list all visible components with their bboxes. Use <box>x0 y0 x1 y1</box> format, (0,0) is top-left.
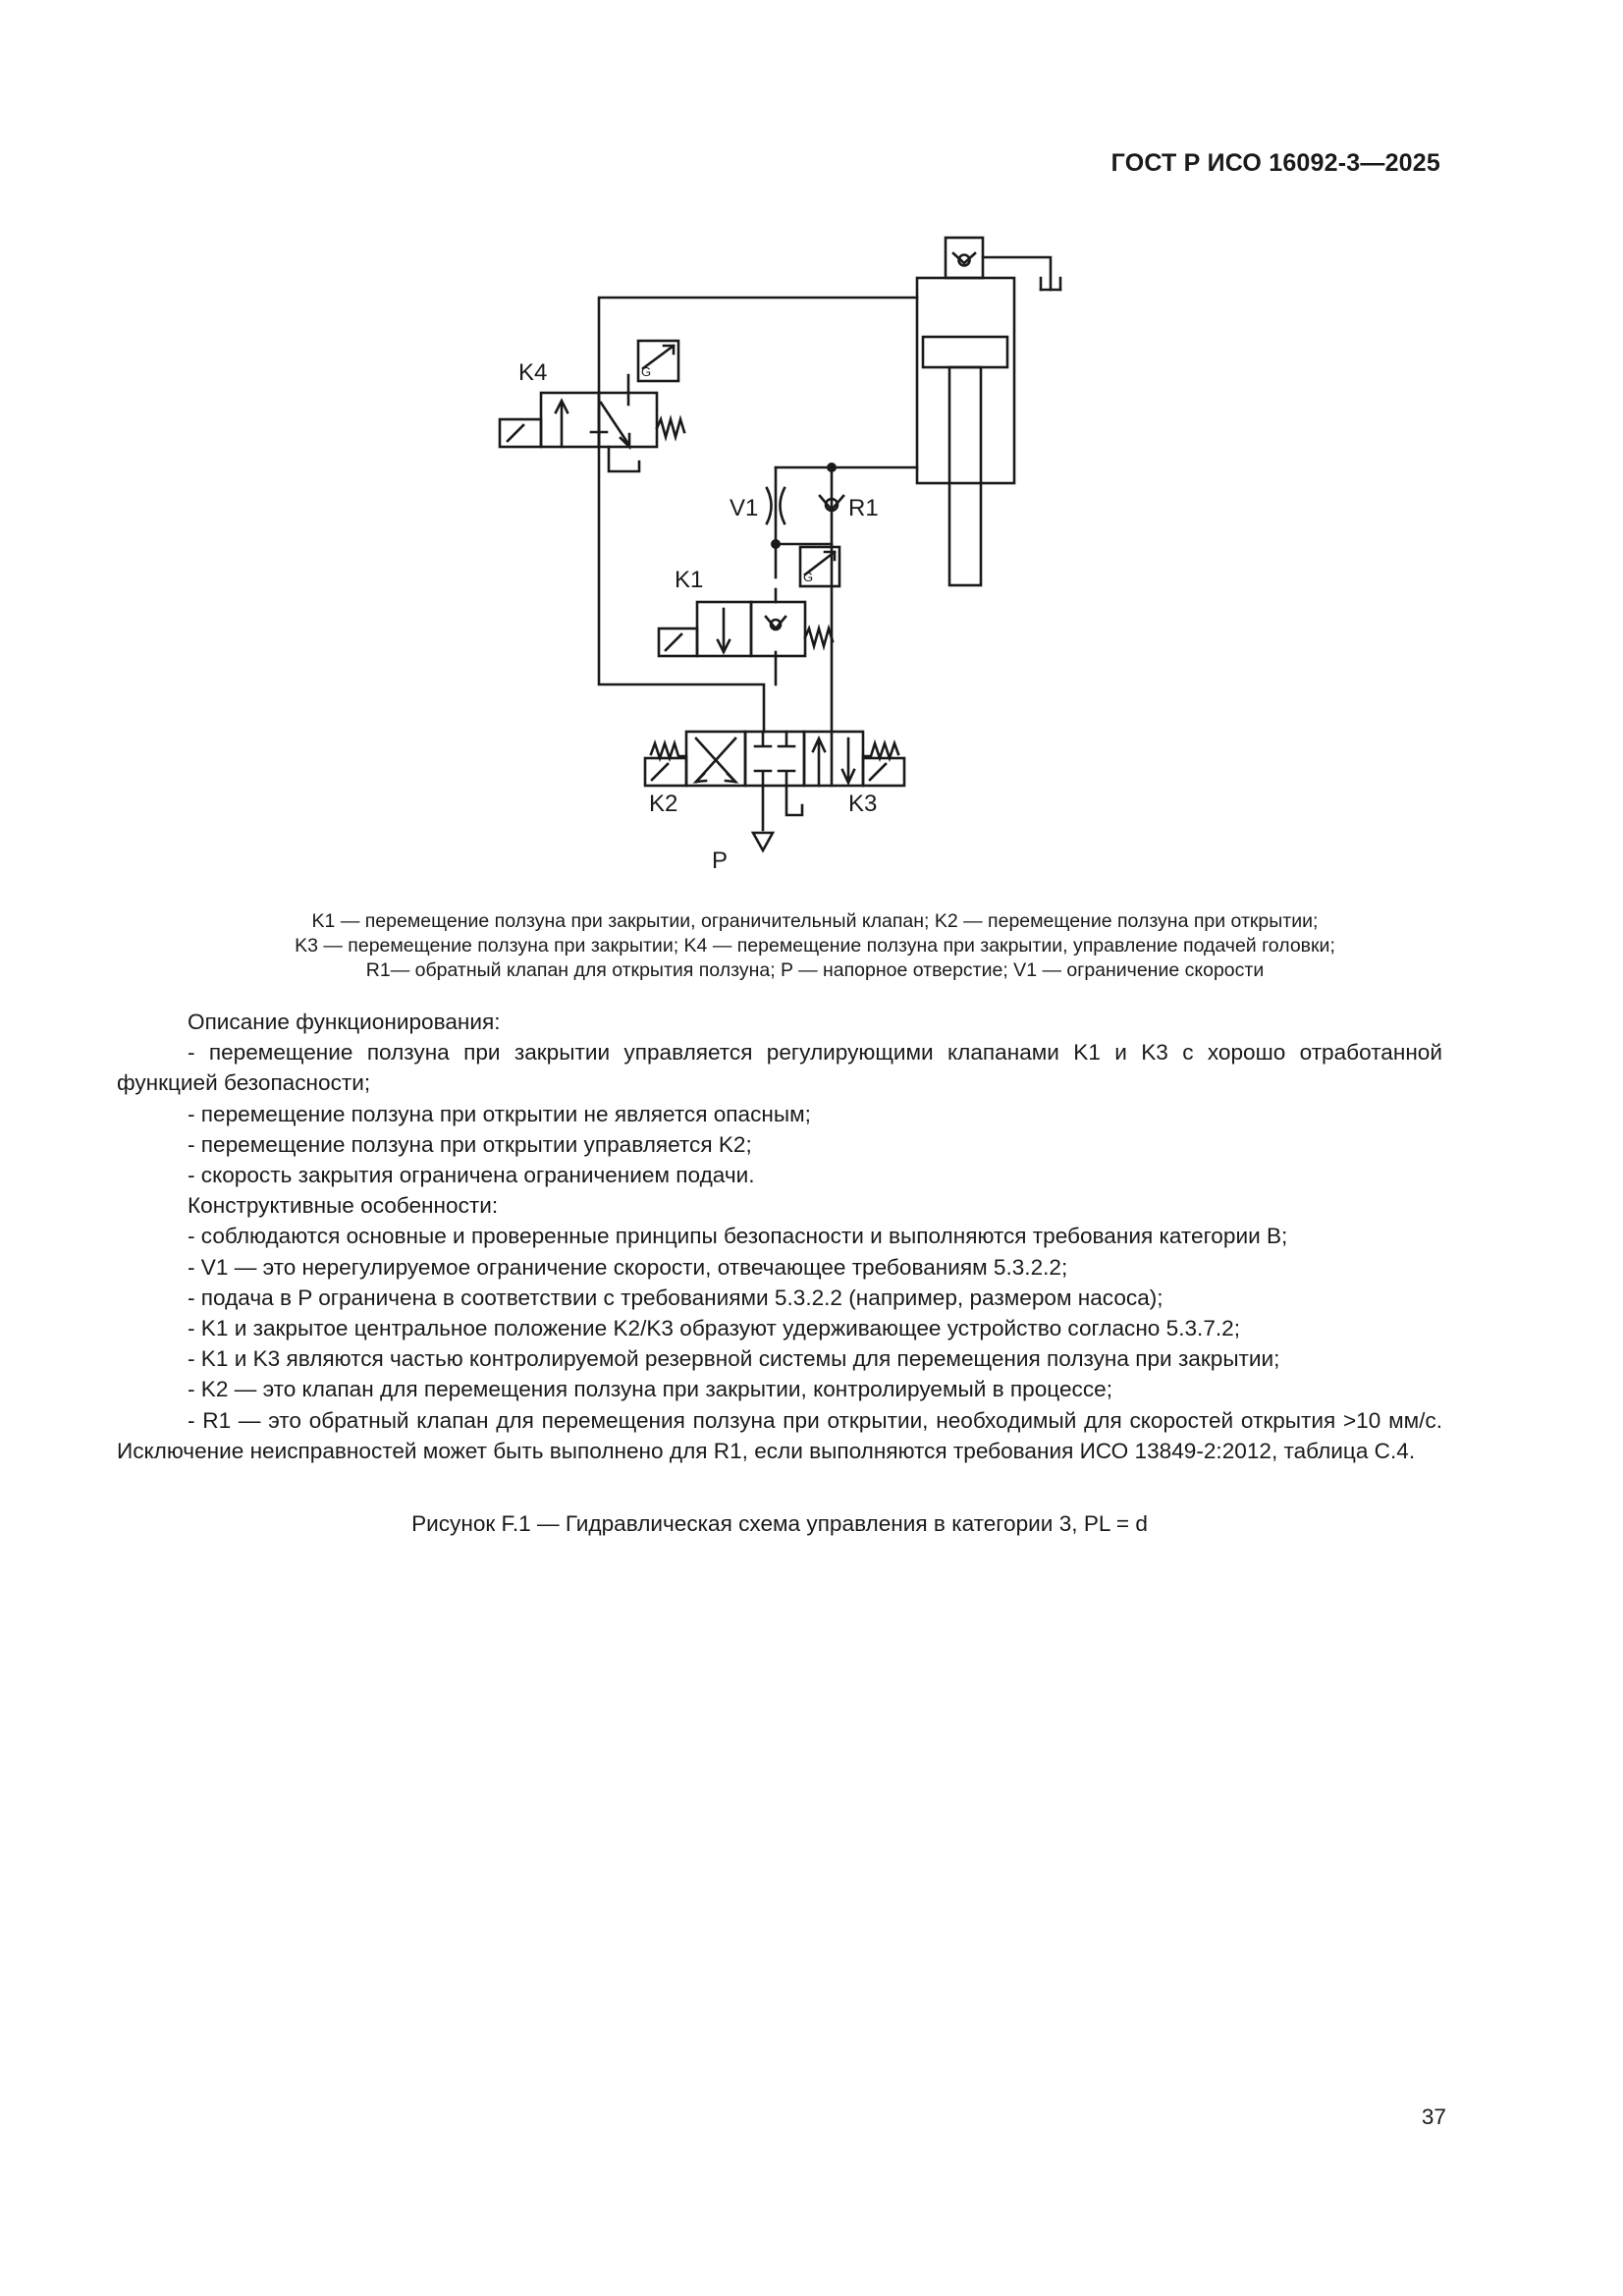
label-r1: R1 <box>848 495 879 521</box>
figure-caption: Рисунок F.1 — Гидравлическая схема управления в категории 3, PL = d <box>411 1511 1148 1536</box>
design-item: - R1 — это обратный клапан для перемещения ползуна при открытии, необходимый для скоростей открытия >10 мм/с. Исключение неисправностей может быть выполнено для R1, если выполняются требования ИСО 13849-2:2012, таблица C.4. <box>117 1407 1442 1463</box>
label-k1: K1 <box>675 567 704 593</box>
design-item: - соблюдаются основные и проверенные принципы безопасности и выполняются требования категории B; <box>188 1224 1288 1249</box>
k1-valve <box>659 547 839 656</box>
label-k2: K2 <box>649 791 678 817</box>
diagram-legend <box>118 909 1512 983</box>
label-g-k4: G <box>641 364 652 379</box>
label-k4: K4 <box>518 359 548 386</box>
function-item: - скорость закрытия ограничена ограничением подачи. <box>188 1163 755 1188</box>
design-item: - V1 — это нерегулируемое ограничение скорости, отвечающее требованиям 5.3.2.2; <box>188 1254 1068 1280</box>
design-heading: Конструктивные особенности: <box>188 1193 499 1219</box>
hydraulic-cylinder <box>917 238 1060 585</box>
design-item: - K2 — это клапан для перемещения ползуна при закрытии, контролируемый в процессе; <box>188 1377 1112 1402</box>
label-v1: V1 <box>730 495 759 521</box>
legend-line: R1— обратный клапан для открытия ползуна; P — напорное отверстие; V1 — ограничение скорости <box>365 959 1265 981</box>
function-item: - перемещение ползуна при закрытии управляется регулирующими клапанами K1 и K3 с хорошо отработанной функцией безопасности; <box>117 1040 1442 1096</box>
function-heading: Описание функционирования: <box>188 1010 501 1034</box>
hydraulic-circuit-diagram <box>0 0 1623 903</box>
design-item: - K1 и закрытое центральное положение K2/K3 образуют удерживающее устройство согласно 5.3.7.2; <box>188 1316 1241 1341</box>
page-number: 37 <box>1421 2105 1446 2129</box>
function-item: - перемещение ползуна при открытии управляется K2; <box>188 1131 752 1157</box>
function-item: - перемещение ползуна при открытии не является опасным; <box>188 1101 811 1126</box>
legend-line: K1 — перемещение ползуна при закрытии, ограничительный клапан; K2 — перемещение ползуна при открытии; <box>311 910 1319 932</box>
design-item: - подача в P ограничена в соответствии с требованиями 5.3.2.2 (например, размером насоса); <box>188 1285 1163 1310</box>
body-text <box>117 1007 1442 1466</box>
label-g-k1: G <box>803 570 814 584</box>
design-item: - K1 и K3 являются частью контролируемой резервной системы для перемещения ползуна при закрытии; <box>188 1346 1280 1372</box>
label-p: P <box>712 847 729 874</box>
document-header: ГОСТ Р ИСО 16092-3—2025 <box>1110 149 1440 177</box>
legend-line: K3 — перемещение ползуна при закрытии; K4 — перемещение ползуна при закрытии, управление подачей головки; <box>295 935 1335 957</box>
label-k3: K3 <box>848 791 878 817</box>
